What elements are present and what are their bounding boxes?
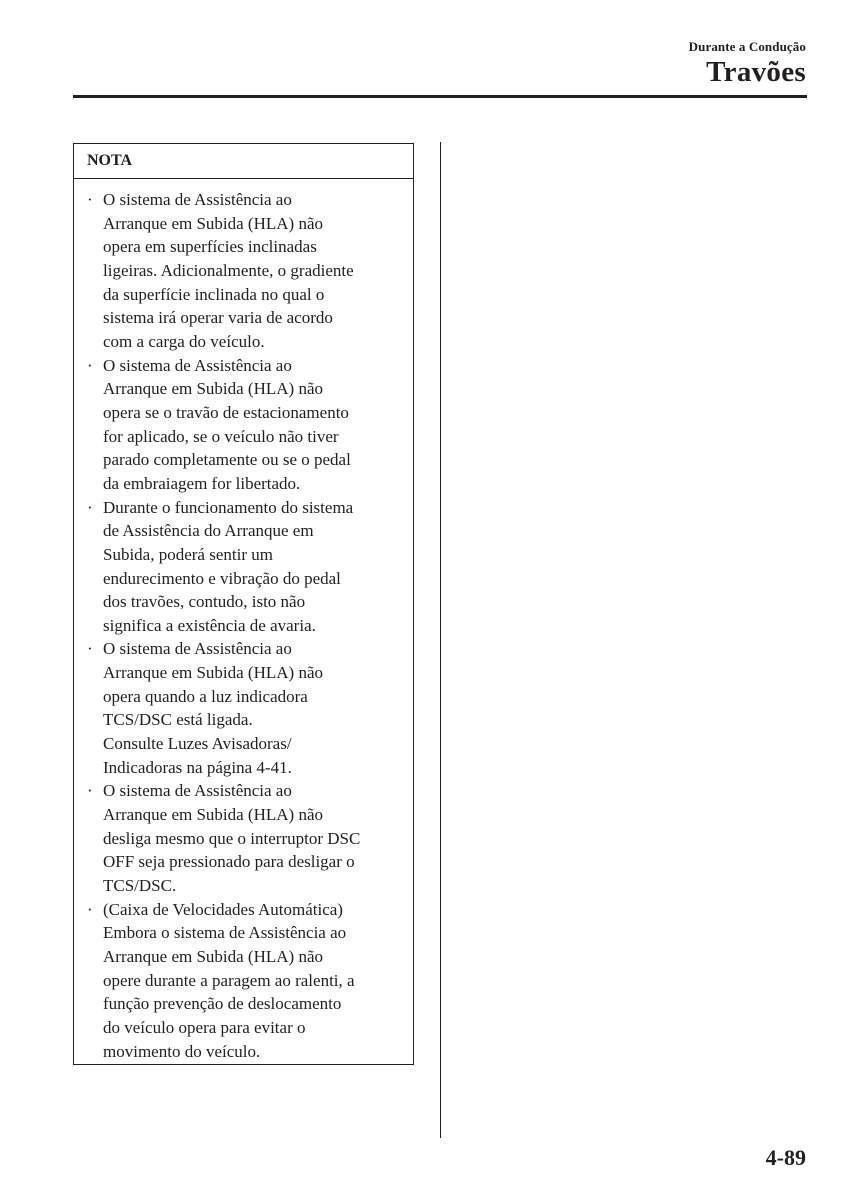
note-line: Arranque em Subida (HLA) não	[103, 947, 323, 966]
note-line: da superfície inclinada no qual o	[103, 284, 325, 304]
note-box	[73, 143, 414, 1065]
note-line: O sistema de Assistência ao	[103, 355, 292, 375]
note-line: ligeiras. Adicionalmente, o gradiente	[103, 260, 354, 280]
note-line: endurecimento e vibração do pedal	[103, 568, 341, 588]
bullet-icon: ·	[87, 899, 93, 919]
note-line: parado completamente ou se o pedal	[103, 450, 351, 470]
note-line: TCS/DSC.	[103, 876, 177, 896]
note-line: opera em superfícies inclinadas	[103, 237, 317, 257]
header-rule	[73, 95, 807, 98]
column-divider	[440, 142, 441, 1138]
bullet-icon: ·	[87, 497, 93, 517]
note-line: com a carga do veículo.	[103, 331, 265, 351]
note-list	[74, 179, 413, 1063]
note-line: Indicadoras na página 4-41.	[103, 757, 292, 777]
note-item	[74, 188, 413, 354]
note-line: sistema irá operar varia de acordo	[103, 308, 333, 328]
note-line: Arranque em Subida (HLA) não	[103, 663, 323, 683]
note-heading: NOTA	[74, 144, 413, 179]
note-line: O sistema de Assistência ao	[103, 190, 292, 209]
page-title: Travões	[706, 56, 806, 88]
note-item	[74, 354, 413, 496]
note-line: opera se o travão de estacionamento	[103, 402, 349, 422]
bullet-icon: ·	[87, 190, 93, 209]
note-line: (Caixa de Velocidades Automática)	[103, 899, 343, 919]
note-line: Durante o funcionamento do sistema	[103, 497, 354, 517]
note-line: Subida, poderá sentir um	[103, 544, 273, 564]
page-number: 4-89	[765, 1145, 806, 1170]
note-line: TCS/DSC está ligada.	[103, 710, 253, 730]
note-item	[74, 779, 413, 897]
note-line: opera quando a luz indicadora	[103, 686, 308, 706]
note-line: O sistema de Assistência ao	[103, 639, 292, 659]
note-item	[74, 496, 413, 638]
note-line: dos travões, contudo, isto não	[103, 592, 306, 612]
note-line: O sistema de Assistência ao	[103, 781, 292, 801]
note-line: da embraiagem for libertado.	[103, 473, 301, 493]
note-item	[74, 898, 413, 1064]
note-line: de Assistência do Arranque em	[103, 521, 314, 541]
note-line: significa a existência de avaria.	[103, 615, 316, 635]
bullet-icon: ·	[87, 781, 93, 801]
note-line: função prevenção de deslocamento	[103, 994, 342, 1014]
note-line: do veículo opera para evitar o	[103, 1017, 306, 1037]
note-line: opere durante a paragem ao ralenti, a	[103, 970, 355, 990]
note-line: Arranque em Subida (HLA) não	[103, 805, 323, 825]
note-line: OFF seja pressionado para desligar o	[103, 852, 355, 872]
note-item	[74, 637, 413, 779]
note-line: Embora o sistema de Assistência ao	[103, 923, 347, 943]
note-line: movimento do veículo.	[103, 1041, 261, 1061]
bullet-icon: ·	[87, 639, 93, 659]
note-line: Consulte Luzes Avisadoras/	[103, 734, 292, 754]
note-line: desliga mesmo que o interruptor DSC	[103, 828, 361, 848]
section-label: Durante a Condução	[688, 39, 806, 54]
note-line: for aplicado, se o veículo não tiver	[103, 426, 339, 446]
bullet-icon: ·	[87, 355, 93, 375]
note-line: Arranque em Subida (HLA) não	[103, 213, 323, 233]
note-line: Arranque em Subida (HLA) não	[103, 379, 323, 399]
